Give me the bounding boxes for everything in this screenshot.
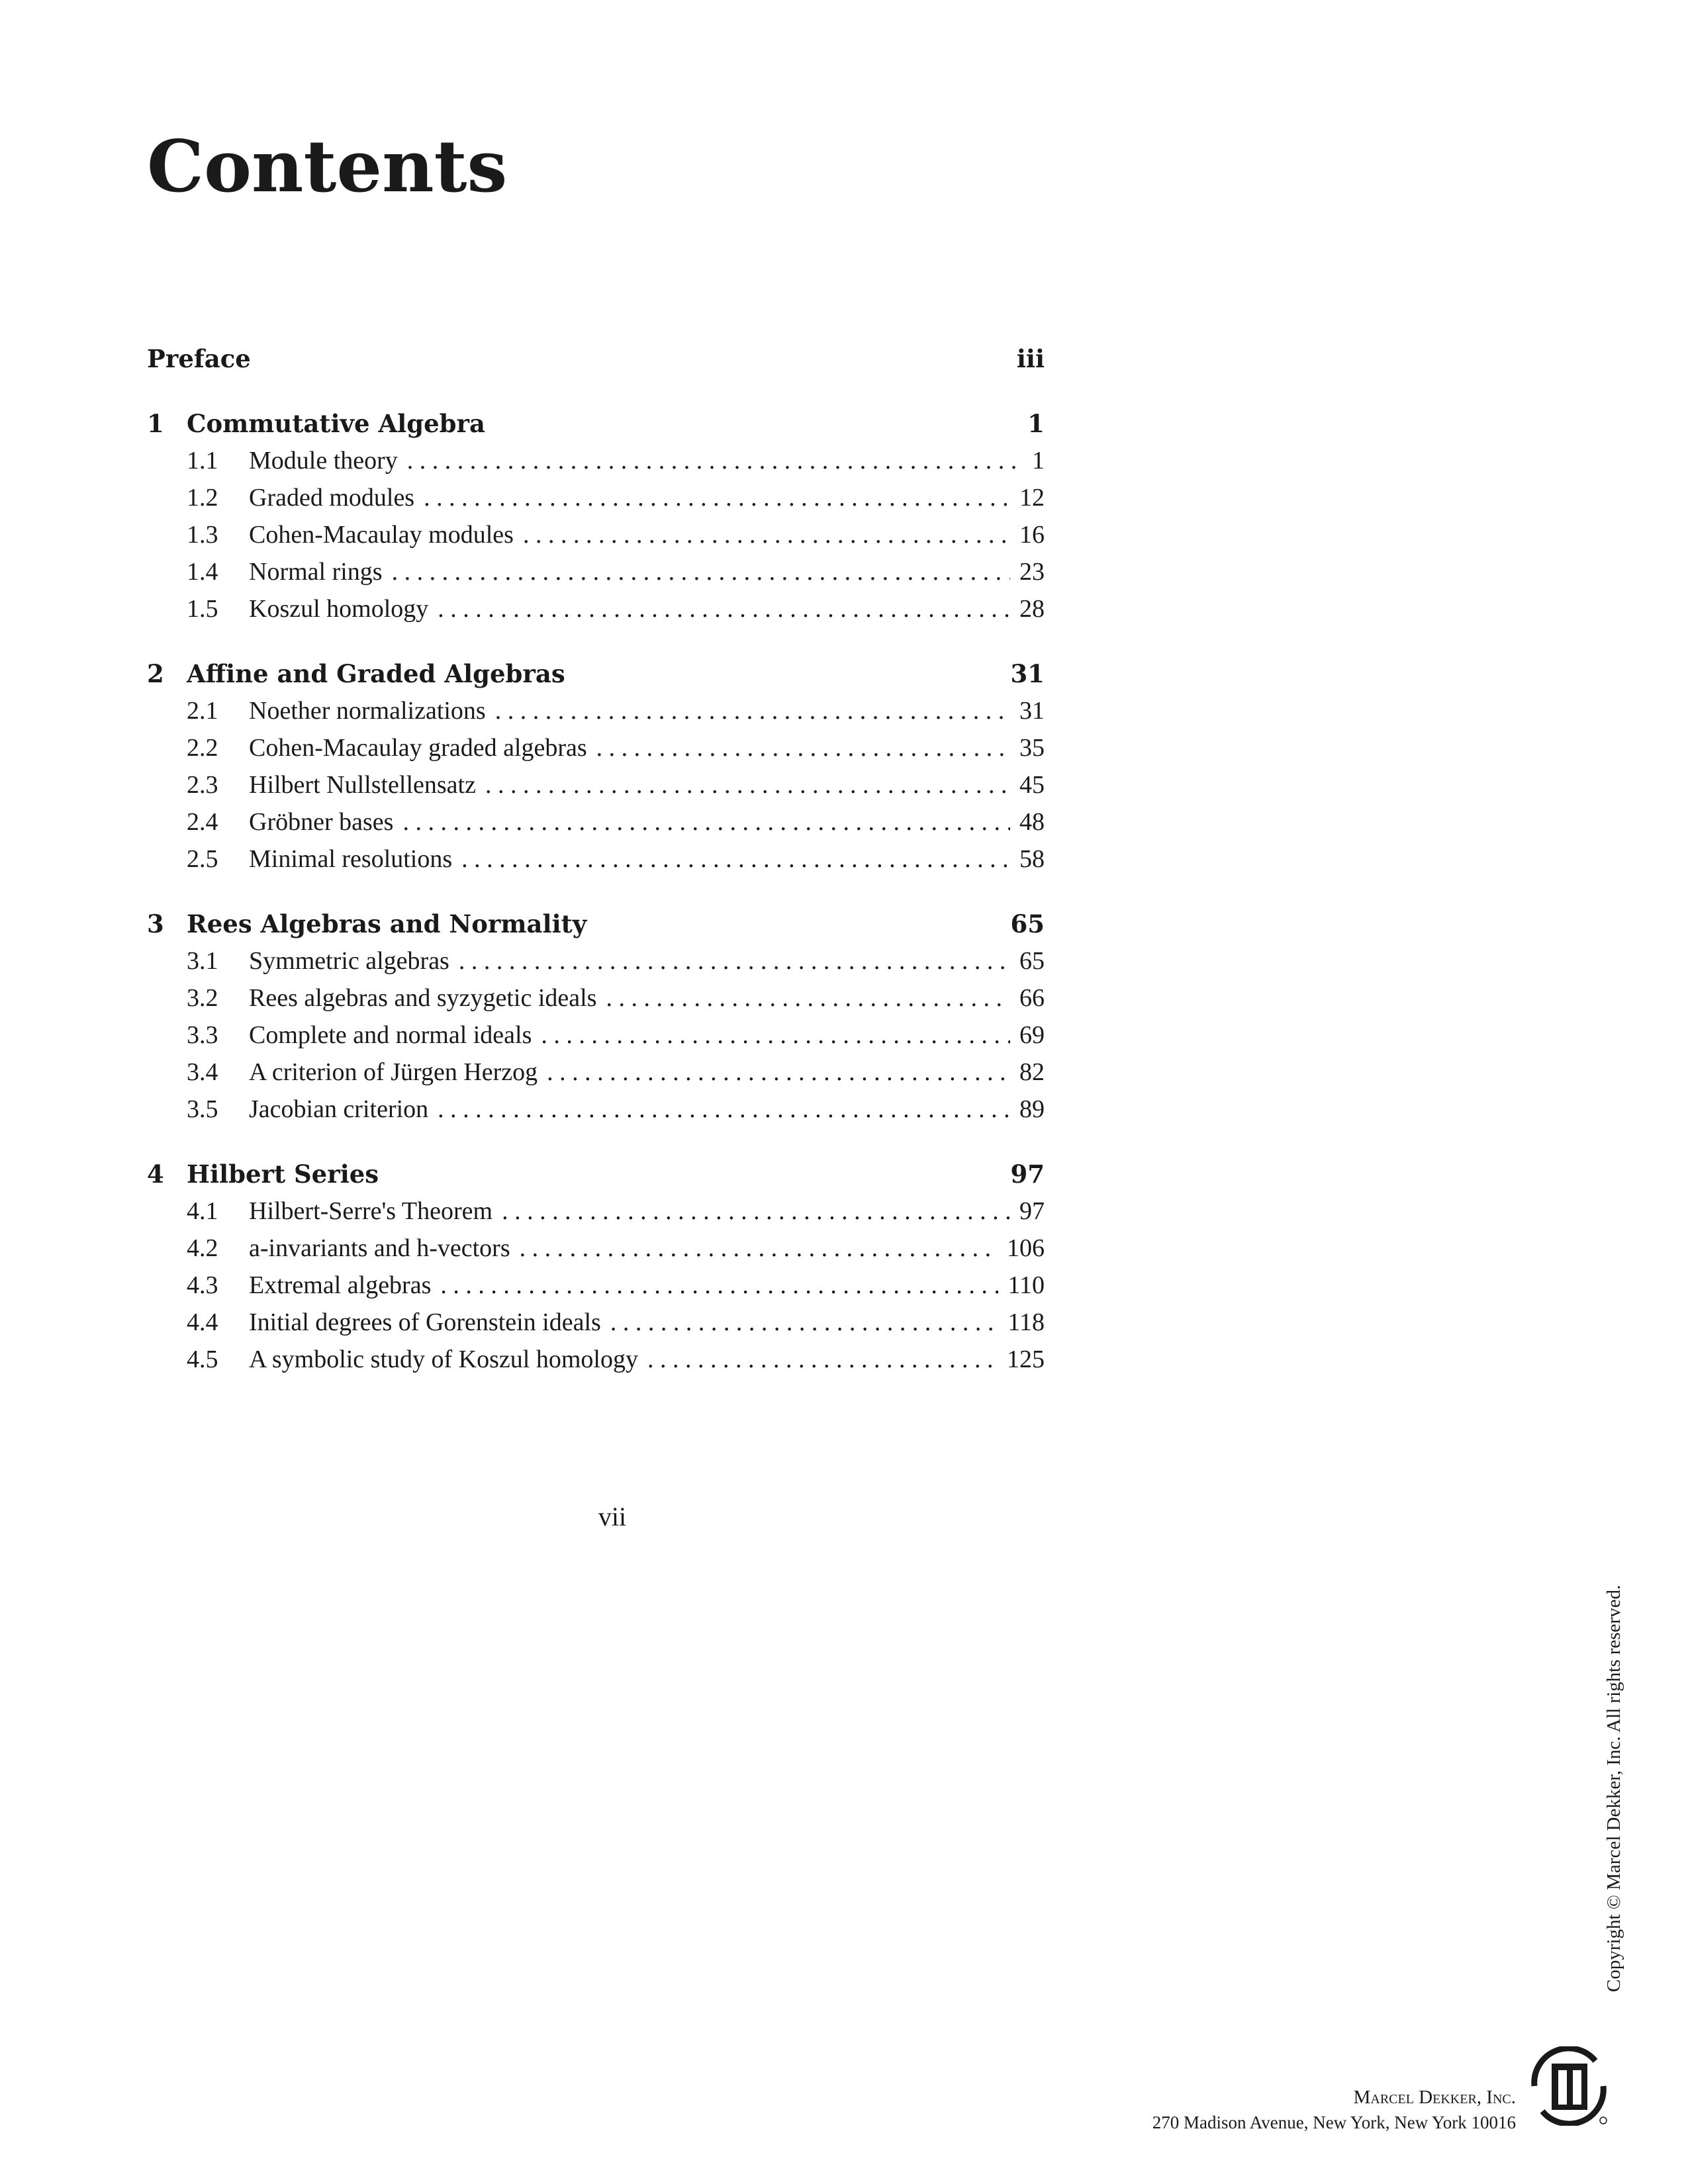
section-page: 110 bbox=[1008, 1271, 1045, 1299]
section-number: 1.4 bbox=[187, 558, 218, 586]
toc-section[interactable] bbox=[147, 557, 1045, 594]
toc-section[interactable] bbox=[147, 696, 1045, 733]
section-page: 48 bbox=[1019, 808, 1045, 836]
section-number: 2.2 bbox=[187, 734, 218, 762]
section-number: 4.2 bbox=[187, 1234, 218, 1262]
section-page: 31 bbox=[1019, 697, 1045, 725]
section-title: Minimal resolutions bbox=[249, 845, 453, 873]
section-page: 1 bbox=[1032, 447, 1045, 475]
section-title: Gröbner bases bbox=[249, 808, 394, 836]
chapter-page: 1 bbox=[1027, 409, 1045, 438]
section-page: 28 bbox=[1019, 595, 1045, 623]
section-number: 1.3 bbox=[187, 521, 218, 549]
section-title: Cohen-Macaulay graded algebras bbox=[249, 734, 587, 762]
section-page: 16 bbox=[1019, 521, 1045, 549]
section-title: Complete and normal ideals bbox=[249, 1021, 532, 1049]
chapter-number: 3 bbox=[147, 909, 164, 938]
section-page: 66 bbox=[1019, 984, 1045, 1012]
chapter-title: Commutative Algebra bbox=[187, 409, 485, 438]
section-title: Noether normalizations bbox=[249, 697, 486, 725]
chapter-number: 2 bbox=[147, 659, 164, 688]
section-title: A symbolic study of Koszul homology bbox=[249, 1345, 638, 1373]
toc-section[interactable] bbox=[147, 446, 1045, 483]
section-title: Extremal algebras bbox=[249, 1271, 432, 1299]
dot-leader bbox=[438, 1095, 1010, 1124]
section-page: 118 bbox=[1008, 1308, 1045, 1336]
dot-leader bbox=[461, 844, 1010, 874]
toc-section[interactable] bbox=[147, 1058, 1045, 1095]
section-page: 65 bbox=[1019, 947, 1045, 975]
publisher-name: Marcel Dekker, Inc. bbox=[1353, 2087, 1516, 2108]
toc-preface[interactable] bbox=[147, 344, 1045, 381]
toc-section[interactable] bbox=[147, 946, 1045, 983]
chapter-title: Rees Algebras and Normality bbox=[187, 909, 587, 938]
chapter-page: 97 bbox=[1010, 1160, 1045, 1189]
section-number: 4.5 bbox=[187, 1345, 218, 1373]
section-title: Hilbert Nullstellensatz bbox=[249, 771, 476, 799]
dot-leader bbox=[402, 807, 1010, 837]
section-number: 3.2 bbox=[187, 984, 218, 1012]
section-number: 3.4 bbox=[187, 1058, 218, 1086]
dot-leader bbox=[392, 557, 1010, 586]
toc-section[interactable] bbox=[147, 733, 1045, 770]
dot-leader bbox=[610, 1308, 999, 1337]
dot-leader bbox=[459, 946, 1010, 976]
section-title: a-invariants and h-vectors bbox=[249, 1234, 510, 1262]
section-number: 1.2 bbox=[187, 484, 218, 512]
toc-section[interactable] bbox=[147, 1234, 1045, 1271]
dot-leader bbox=[485, 770, 1010, 799]
dot-leader bbox=[440, 1271, 998, 1300]
chapter-number: 1 bbox=[147, 409, 164, 438]
toc-section[interactable] bbox=[147, 844, 1045, 882]
section-number: 2.5 bbox=[187, 845, 218, 873]
dot-leader bbox=[495, 696, 1010, 725]
toc-chapter[interactable] bbox=[147, 909, 1045, 946]
section-page: 106 bbox=[1007, 1234, 1045, 1262]
dot-leader bbox=[596, 733, 1010, 762]
toc-chapter[interactable] bbox=[147, 1160, 1045, 1197]
section-title: Jacobian criterion bbox=[249, 1095, 429, 1123]
dot-leader bbox=[606, 983, 1010, 1013]
dot-leader bbox=[520, 1234, 998, 1263]
section-title: Cohen-Macaulay modules bbox=[249, 521, 514, 549]
dot-leader bbox=[407, 446, 1023, 475]
toc-chapter[interactable] bbox=[147, 659, 1045, 696]
section-page: 89 bbox=[1019, 1095, 1045, 1123]
toc-section[interactable] bbox=[147, 807, 1045, 844]
preface-label: Preface bbox=[147, 344, 251, 373]
toc-section[interactable] bbox=[147, 483, 1045, 520]
section-title: Hilbert-Serre's Theorem bbox=[249, 1197, 493, 1225]
dot-leader bbox=[424, 483, 1010, 512]
section-number: 2.3 bbox=[187, 771, 218, 799]
section-title: Module theory bbox=[249, 447, 398, 475]
section-number: 3.3 bbox=[187, 1021, 218, 1049]
section-page: 12 bbox=[1019, 484, 1045, 512]
toc-section[interactable] bbox=[147, 1095, 1045, 1132]
preface-page: iii bbox=[1016, 344, 1045, 373]
section-title: Symmetric algebras bbox=[249, 947, 449, 975]
chapter-page: 65 bbox=[1010, 909, 1045, 938]
section-title: Koszul homology bbox=[249, 595, 429, 623]
toc-section[interactable] bbox=[147, 770, 1045, 807]
dot-leader bbox=[647, 1345, 998, 1374]
section-page: 69 bbox=[1019, 1021, 1045, 1049]
section-page: 125 bbox=[1007, 1345, 1045, 1373]
section-number: 2.1 bbox=[187, 697, 218, 725]
section-number: 4.1 bbox=[187, 1197, 218, 1225]
section-number: 2.4 bbox=[187, 808, 218, 836]
section-number: 1.5 bbox=[187, 595, 218, 623]
toc-chapter[interactable] bbox=[147, 409, 1045, 446]
section-number: 4.3 bbox=[187, 1271, 218, 1299]
toc-section[interactable] bbox=[147, 983, 1045, 1021]
page-number: vii bbox=[598, 1502, 627, 1531]
chapter-title: Affine and Graded Algebras bbox=[187, 659, 565, 688]
section-title: Initial degrees of Gorenstein ideals bbox=[249, 1308, 601, 1336]
section-page: 58 bbox=[1019, 845, 1045, 873]
section-title: Normal rings bbox=[249, 558, 383, 586]
dot-leader bbox=[547, 1058, 1010, 1087]
dot-leader bbox=[502, 1197, 1010, 1226]
section-page: 23 bbox=[1019, 558, 1045, 586]
dot-leader bbox=[438, 594, 1010, 623]
section-page: 82 bbox=[1019, 1058, 1045, 1086]
toc-section[interactable] bbox=[147, 1271, 1045, 1308]
toc-section[interactable] bbox=[147, 1197, 1045, 1234]
toc-section[interactable] bbox=[147, 1345, 1045, 1382]
section-page: 97 bbox=[1019, 1197, 1045, 1225]
publisher-address: 270 Madison Avenue, New York, New York 10016 bbox=[1152, 2113, 1516, 2132]
copyright-notice: Copyright © Marcel Dekker, Inc. All rights reserved. bbox=[1603, 1584, 1624, 1992]
section-number: 3.5 bbox=[187, 1095, 218, 1123]
dot-leader bbox=[541, 1021, 1010, 1050]
section-title: Rees algebras and syzygetic ideals bbox=[249, 984, 597, 1012]
section-number: 3.1 bbox=[187, 947, 218, 975]
section-page: 45 bbox=[1019, 771, 1045, 799]
toc-section[interactable] bbox=[147, 520, 1045, 557]
chapter-page: 31 bbox=[1010, 659, 1045, 688]
section-number: 1.1 bbox=[187, 447, 218, 475]
toc-section[interactable] bbox=[147, 594, 1045, 631]
section-title: Graded modules bbox=[249, 484, 415, 512]
publisher-imprint bbox=[1152, 2085, 1516, 2135]
toc-section[interactable] bbox=[147, 1021, 1045, 1058]
page-title: Contents bbox=[147, 125, 508, 208]
section-number: 4.4 bbox=[187, 1308, 218, 1336]
section-page: 35 bbox=[1019, 734, 1045, 762]
section-title: A criterion of Jürgen Herzog bbox=[249, 1058, 538, 1086]
chapter-number: 4 bbox=[147, 1160, 164, 1189]
publisher-logo-icon bbox=[1529, 2046, 1609, 2126]
chapter-title: Hilbert Series bbox=[187, 1160, 379, 1189]
dot-leader bbox=[523, 520, 1010, 549]
toc-section[interactable] bbox=[147, 1308, 1045, 1345]
table-of-contents bbox=[147, 344, 1045, 1382]
